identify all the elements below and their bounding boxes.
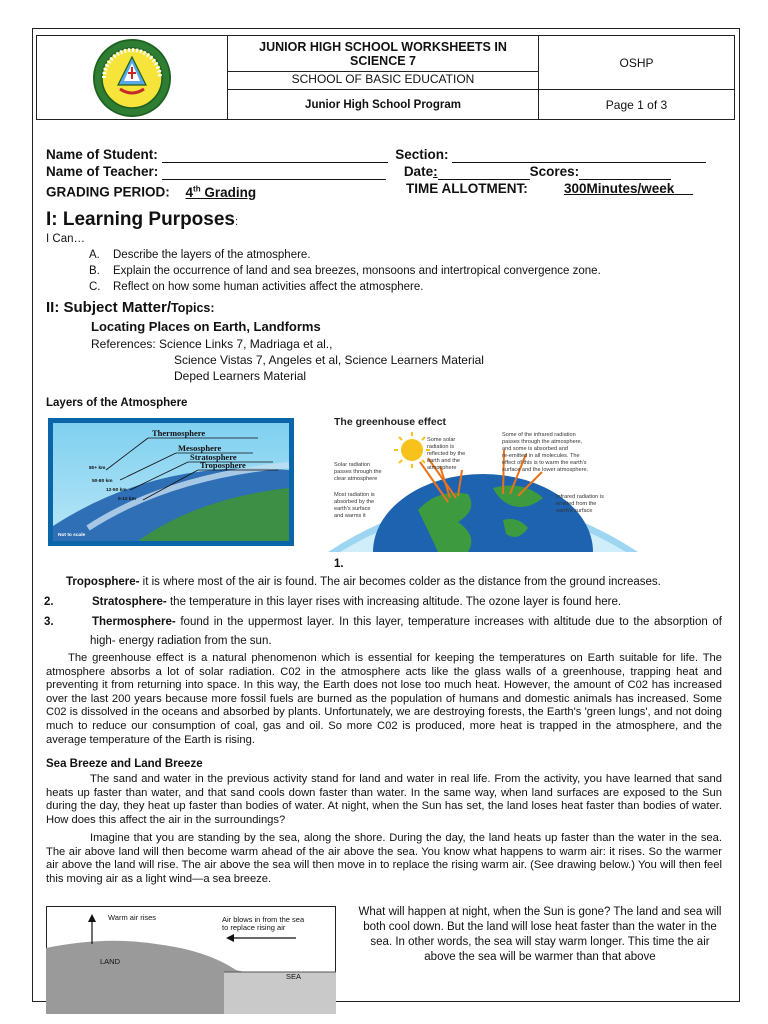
label-mesosphere: Mesosphere [178, 443, 222, 453]
grading-label: GRADING PERIOD: [46, 184, 174, 200]
greenhouse-label-reflected: Some solar radiation is reflected by the earth and the atmosphere [427, 437, 466, 471]
sea-label: SEA [286, 972, 302, 981]
student-label: Name of Student: [46, 147, 162, 162]
label-stratosphere: Stratosphere [190, 452, 237, 462]
night-paragraph: What will happen at night, when the Sun is gone? The land and sea will both cool down. But the land will lose heat faster than the water in the sea. In other words, the sea will stay warm longer. This time the air above the sea will be warmer than that above [358, 906, 722, 963]
layer-term: Stratosphere- [92, 596, 167, 608]
student-name-field[interactable] [162, 148, 388, 163]
not-to-scale: Not to scale [58, 533, 86, 538]
grading-value: 4th Grading [185, 184, 257, 200]
purpose-text: Explain the occurrence of land and sea breezes, monsoons and intertropical convergence zone. [113, 265, 601, 277]
title-line-1: JUNIOR HIGH SCHOOL WORKSHEETS IN [259, 39, 507, 54]
greenhouse-paragraph: The greenhouse effect is a natural phenomenon which is essential for keeping the temperatures on Earth suitable for life. The atmosphere absorbs a lot of solar radiation. C02 in the atmosphere acts like the glass walls of a greenhouse, trapping heat and preventing it from returning into space. In this way, the Earth does not lose too much heat. However, the amount of C02 has increased over the last 200 years because more fossil fuels are burned as the population of humans and domestic animals has increased. Some C02 is dissolved in the oceans and absorbed by plants. Unfortunately, we are destroying forests, the Earth's 'green lungs', and not doing much to reduce our consumption of coal, gas and oil. So more C02 is produced, more heat is trapped in the atmosphere, and the average temperature of the Earth is rising. [46, 652, 722, 746]
learning-purposes [46, 209, 736, 297]
alt-meso: 50-80 km [92, 479, 113, 484]
section-field[interactable] [452, 148, 706, 163]
section-label: Section: [395, 147, 453, 162]
purpose-letter: A. [89, 249, 100, 261]
subject-topic: Locating Places on Earth, Landforms [91, 319, 321, 334]
purpose-item [46, 265, 736, 281]
alt-thermo: 80+ km [89, 466, 106, 471]
layer-term: Troposphere- [66, 576, 140, 588]
layers-heading: Layers of the Atmosphere [46, 397, 188, 409]
atmosphere-layers-figure [48, 418, 294, 546]
layer-description: it is where most of the air is found. The air becomes colder as the distance from the ground increases. [139, 576, 661, 588]
purposes-intro: I Can… [46, 233, 85, 245]
purpose-text: Reflect on how some human activities affect the atmosphere. [113, 281, 424, 293]
scores-label: Scores: [529, 164, 580, 179]
sea-breeze-paragraph-1: The sand and water in the previous activity stand for land and water in real life. From the activity, you have learned that sand heats up faster than water, and that sand cools down faster than water. In the same way, when land surfaces are exposed to the Sun during the day, they heat up faster than bodies of water. At night, when the Sun has set, the land loses heat faster than bodies of water. How does this affect the air in the surroundings? [46, 773, 722, 826]
land-label: LAND [100, 957, 121, 966]
layer-term: Thermosphere- [92, 616, 176, 628]
code-cell [539, 36, 735, 90]
sea-breeze-paragraph-2: Imagine that you are standing by the sea, along the shore. During the day, the land heats up faster than the water in the sea. The air above land will then become warm ahead of the air above the sea. You know what happens to warm air: it rises. So the warmer air above the land will rise. The air above the sea will then move in to replace the rising warm air. (See drawing below.) You will then feel this moving air as a light wind—a sea breeze. [46, 832, 722, 885]
document-code: OSHP [619, 55, 654, 70]
reference-3: Deped Learners Material [174, 369, 307, 383]
student-info [46, 146, 736, 200]
greenhouse-label-absorbed: Most radiation is absorbed by the earth's surface and warms it [334, 492, 375, 519]
logo-cell [37, 36, 228, 120]
title-line-2: SCIENCE 7 [350, 53, 416, 68]
school-name: SCHOOL OF BASIC EDUCATION [291, 72, 475, 86]
scores-field[interactable] [579, 165, 671, 180]
date-label: Date [403, 164, 434, 179]
purpose-item [46, 281, 736, 297]
layer-item [44, 593, 722, 612]
greenhouse-title: The greenhouse effect [334, 416, 447, 428]
time-label: TIME ALLOTMENT: [406, 181, 528, 196]
warm-air-label: Warm air rises [108, 913, 157, 922]
page-number: Page 1 of 3 [605, 97, 668, 112]
teacher-label: Name of Teacher: [46, 164, 163, 179]
sea-breeze-heading: Sea Breeze and Land Breeze [46, 758, 203, 770]
purposes-heading: I: Learning Purposes: [46, 209, 239, 230]
sea-breeze-figure [46, 906, 336, 1014]
air-blows-label-1: Air blows in from the sea [222, 915, 305, 924]
subject-heading: II: Subject Matter/Topics: [46, 299, 215, 316]
label-troposphere: Troposphere [200, 460, 246, 470]
purpose-letter: B. [89, 265, 100, 277]
alt-strato: 12-50 km [106, 488, 127, 493]
subject-matter [46, 299, 736, 385]
layer-description: the temperature in this layer rises with increasing altitude. The ozone layer is found here. [166, 596, 622, 608]
purposes-list [46, 249, 736, 297]
purpose-text: Describe the layers of the atmosphere. [113, 249, 311, 261]
list-number-1: 1. [334, 558, 344, 570]
greenhouse-effect-figure [328, 410, 638, 552]
school-logo-icon [90, 37, 174, 119]
time-value: 300Minutes/week [564, 181, 675, 196]
purpose-item [46, 249, 736, 265]
layer-item [44, 613, 722, 651]
reference-1: References: Science Links 7, Madriaga et al., [91, 337, 333, 351]
program-name: Junior High School Program [305, 98, 461, 111]
layer-number: 2. [44, 596, 54, 608]
label-thermosphere: Thermosphere [152, 428, 206, 438]
layer-number: 3. [44, 616, 54, 628]
layer-description: found in the uppermost layer. In this layer, temperature increases with altitude due to the absorption of high- energy radiation from the sun. [90, 616, 722, 647]
greenhouse-label-infrared: Some of the infrared radiation passes through the atmosphere, and some is absorbed and re-emitted in all molecules. The effect of this is to warm the earth's surface and the lower atmosphere. [502, 432, 589, 473]
greenhouse-label-solar: Solar radiation passes through the clear atmosphere [334, 462, 382, 482]
program-cell [228, 90, 539, 120]
layer-item [66, 573, 722, 592]
page-cell [539, 90, 735, 120]
worksheet-header [36, 35, 735, 120]
date-colon: : [433, 164, 438, 179]
purpose-letter: C. [89, 281, 101, 293]
school-cell [228, 72, 539, 90]
air-blows-label-2: to replace rising air [222, 923, 286, 932]
title-cell [228, 36, 539, 72]
greenhouse-label-emitted: Infrared radiation is emitted from the earth's surface [556, 494, 604, 514]
teacher-name-field[interactable] [162, 165, 386, 180]
date-field[interactable] [438, 165, 530, 180]
reference-2: Science Vistas 7, Angeles et al, Science Learners Material [174, 353, 484, 367]
alt-tropo: 0-12 km [118, 497, 136, 502]
